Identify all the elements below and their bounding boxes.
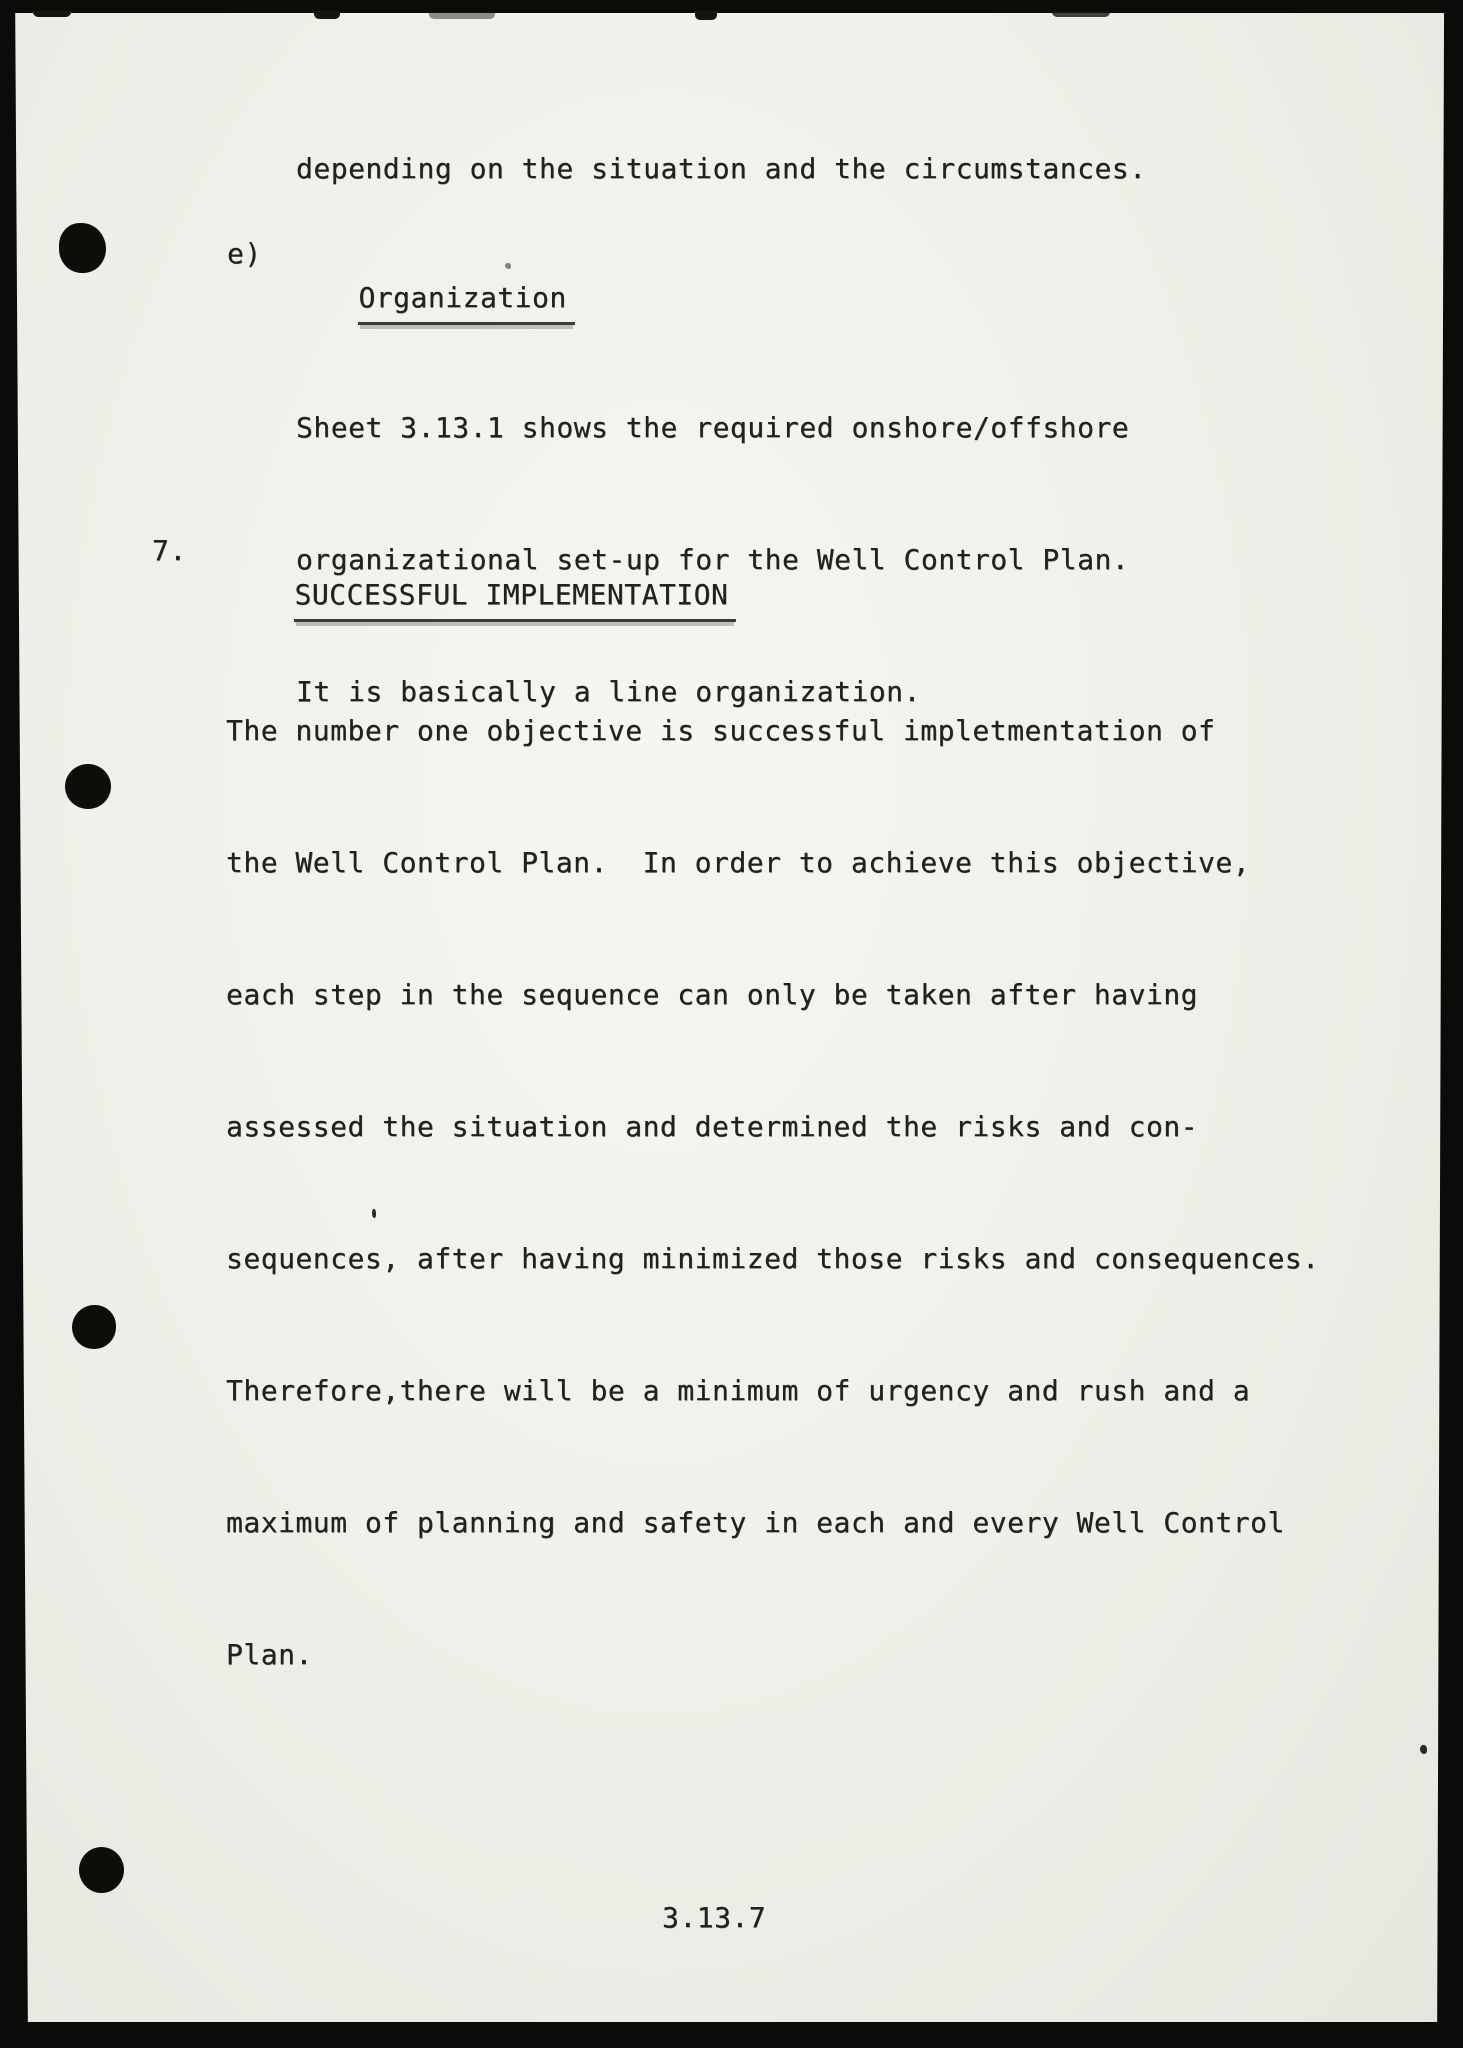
implementation-paragraph [226,621,1320,1765]
scan-right-edge [1436,0,1463,2048]
document-line: sequences, after having minimized those risks and consequences. [226,1242,1320,1275]
scan-bottom-edge [0,2022,1463,2048]
document-line: the Well Control Plan. In order to achieve this objective, [226,846,1251,879]
page-number: 3.13.7 [662,1901,767,1934]
section-7-number: 7. [152,534,187,567]
document-line: organizational set-up for the Well Control Plan. [296,543,1130,576]
document-line: Sheet 3.13.1 shows the required onshore/offshore [296,411,1130,444]
document-line: It is basically a line organization. [296,675,921,708]
hole-punch [59,223,106,273]
hole-punch [79,1847,124,1893]
document-line: Plan. [226,1638,313,1671]
scan-edge-blob [314,11,340,19]
document-line: assessed the situation and determined the risks and con- [226,1110,1199,1143]
document-line: each step in the sequence can only be taken after having [226,978,1199,1011]
intro-line: depending on the situation and the circumstances. [296,152,1147,185]
scan-top-edge [0,0,1463,13]
ink-speck [1420,1745,1427,1754]
scan-edge-blob [695,11,717,20]
hole-punch [65,764,111,809]
scan-left-edge [0,0,28,2048]
document-line: The number one objective is successful impletmentation of [226,714,1216,747]
section-7-title: SUCCESSFUL IMPLEMENTATION [294,573,736,622]
scan-edge-blob [33,11,71,17]
hole-punch [72,1305,116,1349]
scan-edge-blob [1052,11,1110,17]
section-e-title: Organization [358,276,574,325]
section-e-label: e) [227,237,262,270]
scan-edge-blob [429,11,495,19]
document-line: maximum of planning and safety in each and every Well Control [226,1506,1285,1539]
document-line: Therefore,there will be a minimum of urgency and rush and a [226,1374,1251,1407]
